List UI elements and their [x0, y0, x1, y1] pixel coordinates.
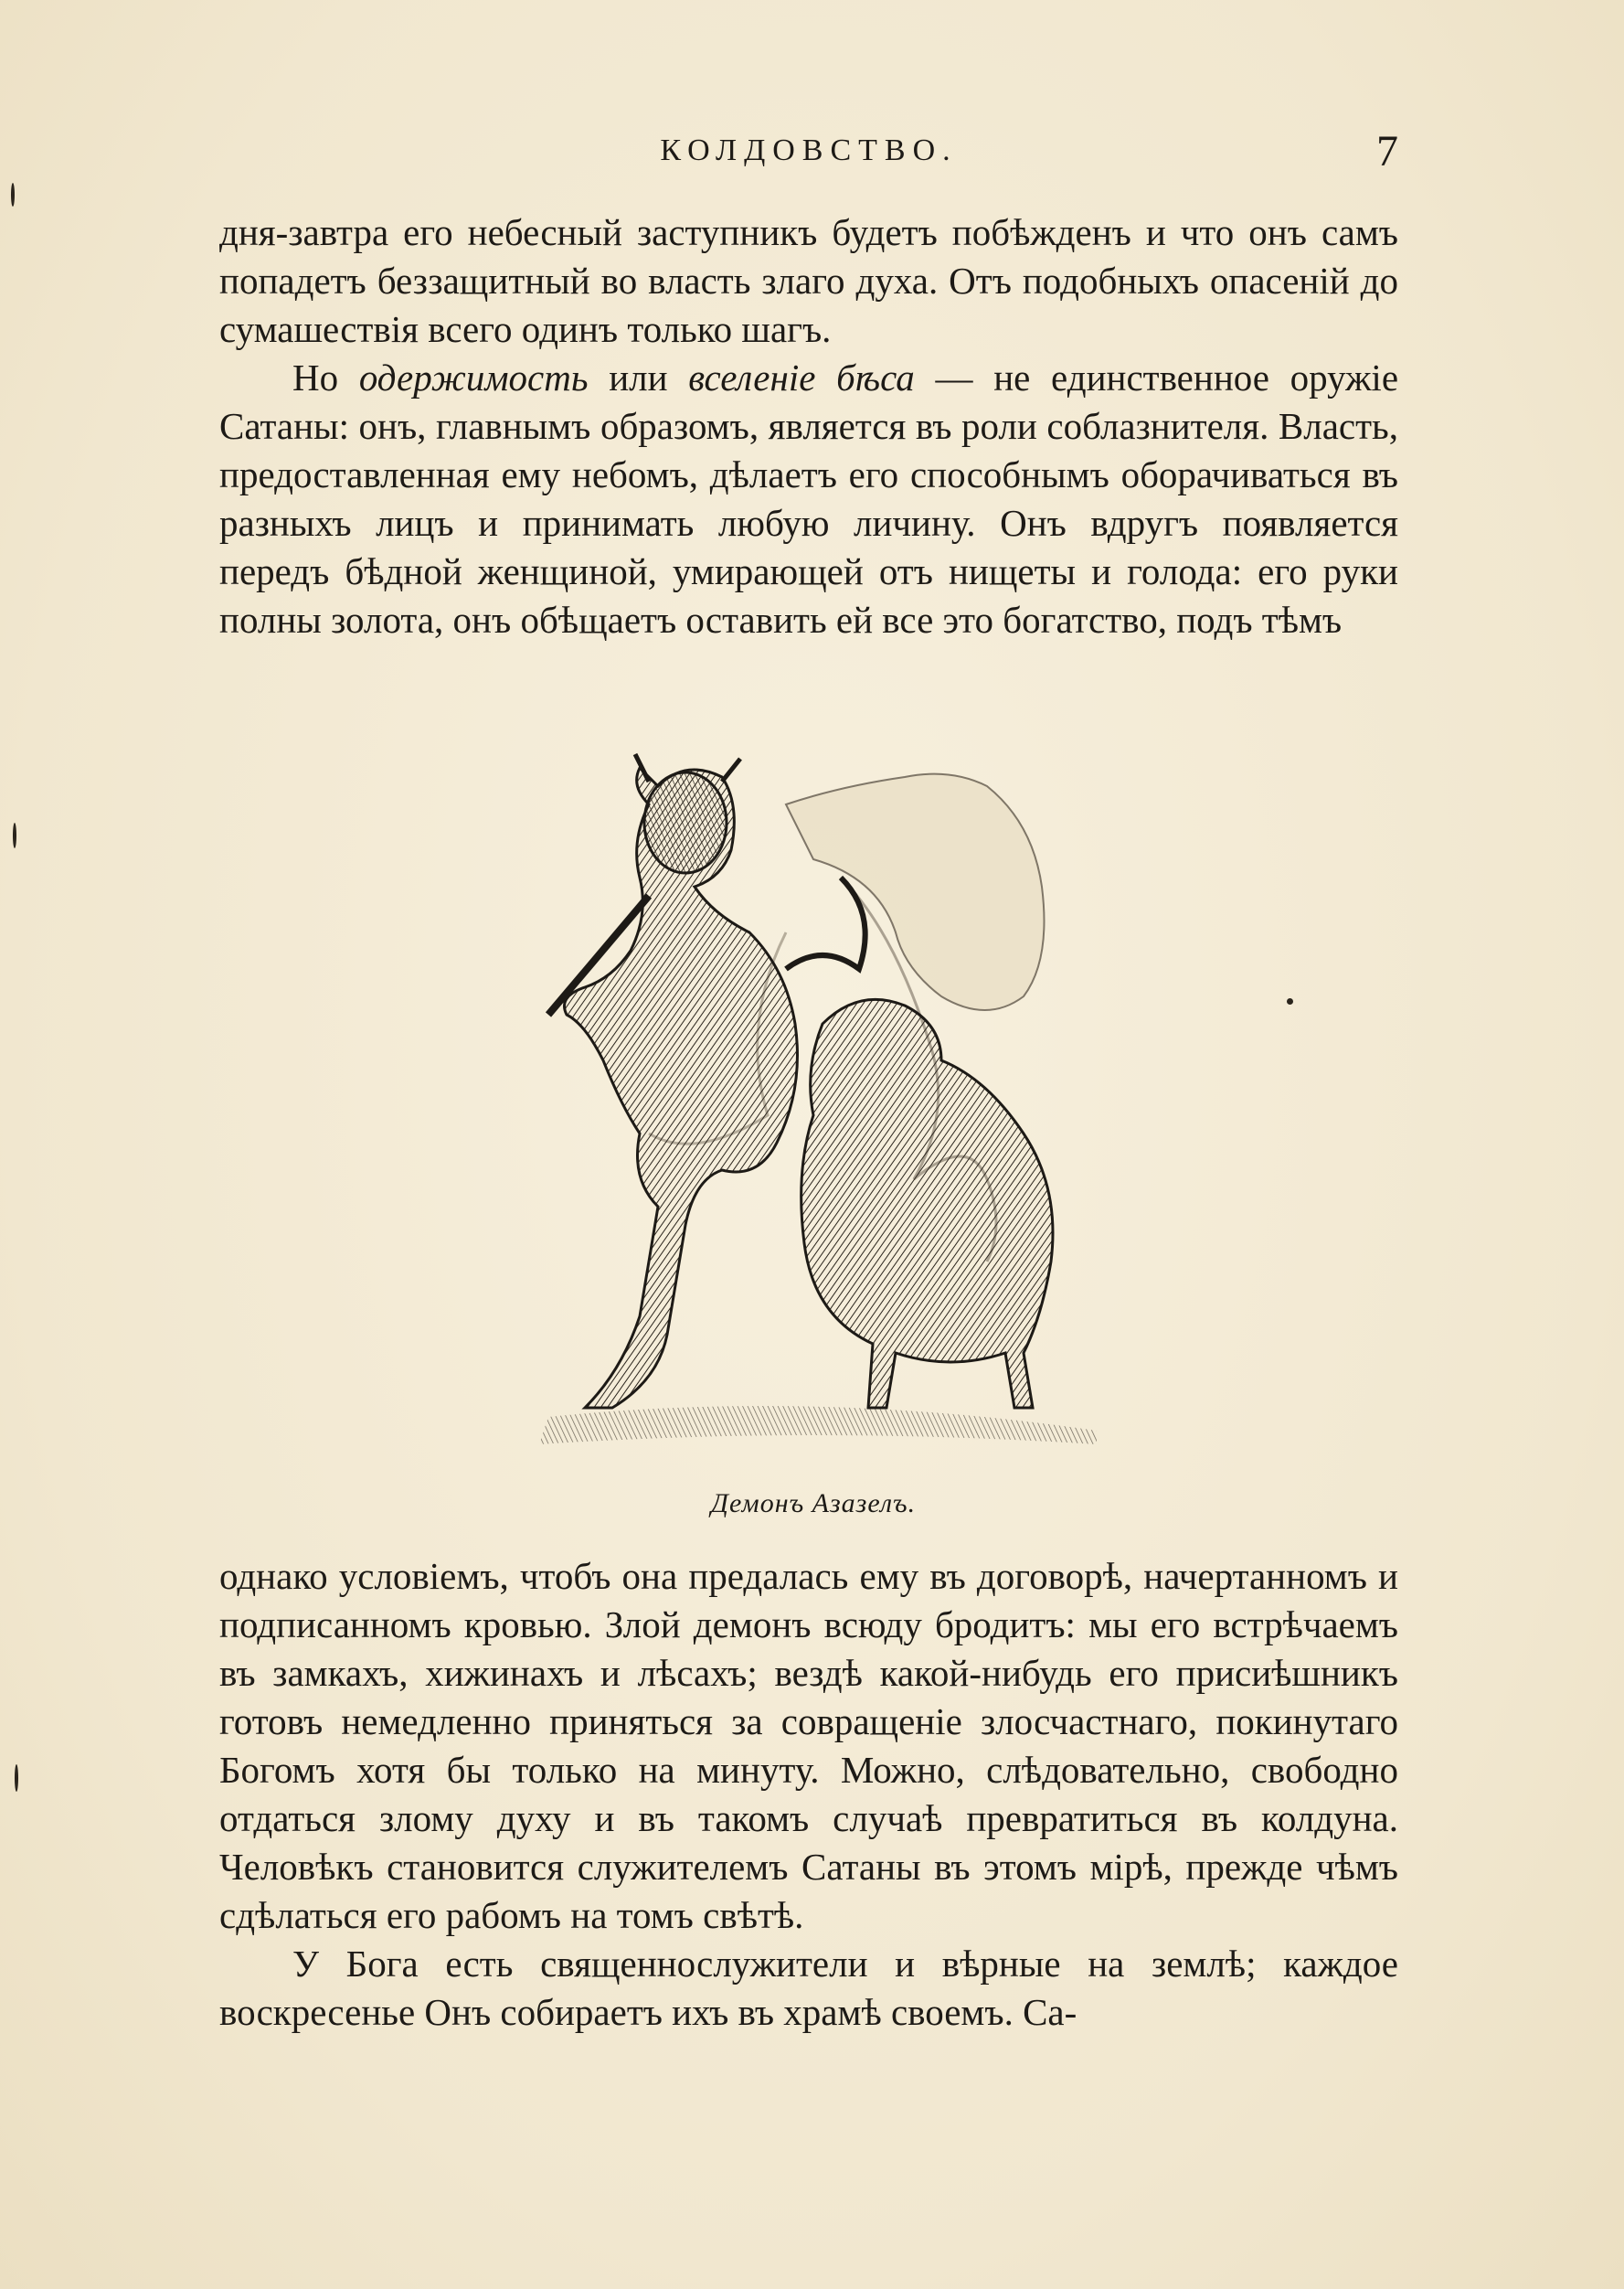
page-number: 7	[1376, 127, 1398, 176]
ink-speck	[1287, 998, 1293, 1005]
italic-term: вселеніе бѣса	[688, 357, 915, 399]
italic-term: одержимость	[358, 357, 589, 399]
page-edge-mark	[13, 823, 16, 848]
text-block-bottom	[219, 1552, 1398, 2037]
running-head: КОЛДОВСТВО.	[660, 133, 958, 167]
page-header	[219, 126, 1398, 181]
text-run: или	[588, 357, 689, 399]
text-run: — не единственное оружіе Сатаны: онъ, главнымъ образомъ, является въ роли соблазнителя. Власть, предоставленная ему небомъ, дѣлаетъ его способнымъ оборачиваться въ разныхъ лицъ и принимать любую личину. Онъ вдругъ появляется передъ бѣдной женщиной, умирающей отъ нищеты и голода: его руки полны золота, онъ обѣщаетъ оставить ей все это богатство, подъ тѣмъ	[219, 357, 1399, 641]
page-edge-mark	[11, 183, 15, 207]
paragraph: дня-завтра его небесный заступникъ будетъ побѣжденъ и что онъ самъ попадетъ беззащитный во власть злаго духа. Отъ подобныхъ опасеній до сумашествія всего одинъ только шагъ.	[219, 211, 1398, 350]
demon-with-goat-engraving	[512, 750, 1115, 1472]
page-edge-mark	[15, 1764, 18, 1792]
paragraph: У Бога есть священнослужители и вѣрные на землѣ; каждое воскресенье Онъ собираетъ ихъ въ храмѣ своемъ. Са-	[219, 1943, 1398, 2033]
figure-caption: Демонъ Азазелъ.	[710, 1488, 917, 1518]
paragraph	[219, 354, 1398, 644]
paragraph: однако условіемъ, чтобъ она предалась ему въ договорѣ, начертанномъ и подписанномъ кровью. Злой демонъ всюду бродитъ: мы его встрѣчаемъ въ замкахъ, хижинахъ и лѣсахъ; вездѣ какой-нибудь его присиѣшникъ готовъ немедленно приняться за совращеніе злосчастнаго, покинутаго Богомъ хотя бы только на минуту. Можно, слѣдовательно, свободно отдаться злому духу и въ такомъ случаѣ превратиться въ колдуна. Человѣкъ становится служителемъ Сатаны въ этомъ мірѣ, прежде чѣмъ сдѣлаться его рабомъ на томъ свѣтѣ.	[219, 1555, 1398, 1936]
text-block-top	[219, 208, 1398, 644]
engraving-illustration	[512, 750, 1115, 1472]
text-run: Но	[292, 357, 359, 399]
